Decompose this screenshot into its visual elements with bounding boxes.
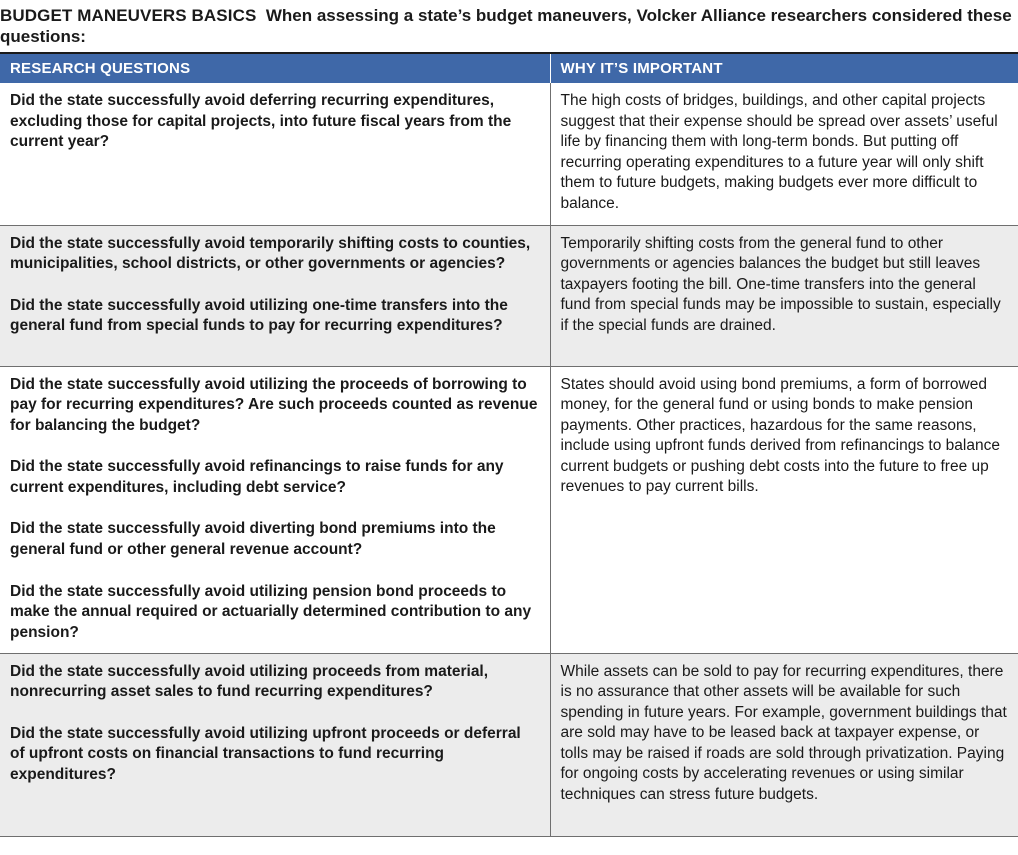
question-text: Did the state successfully avoid utilizing the proceeds of borrowing to pay for recurring expenditures? Are such proceeds counted as revenue for balancing the budget?: [10, 375, 538, 434]
column-header-importance: WHY IT’S IMPORTANT: [550, 54, 1018, 83]
question-text: Did the state successfully avoid utilizing one-time transfers into the general fund from special funds to pay for recurring expenditures?: [10, 296, 508, 335]
importance-cell: While assets can be sold to pay for recurring expenditures, there is no assurance that other assets will be available for such spending in future years. For example, government buildings that are sold may have to be leased back at taxpayer expense, or tolls may be raised if roads are sold through privatization. Paying for ongoing costs by accelerating revenues or using similar techniques can stress future budgets.: [550, 653, 1018, 836]
table-row: [0, 653, 1018, 836]
basics-table: [0, 54, 1018, 837]
table-row: [0, 83, 1018, 225]
question-text: Did the state successfully avoid diverting bond premiums into the general fund or other general revenue account?: [10, 520, 496, 559]
questions-cell: [0, 83, 550, 225]
question-text: Did the state successfully avoid utilizing proceeds from material, nonrecurring asset sales to fund recurring expenditures?: [10, 662, 489, 701]
question-text: Did the state successfully avoid utilizing upfront proceeds or deferral of upfront costs on financial transactions to fund recurring expenditures?: [10, 724, 521, 783]
title-text: When assessing a state’s budget maneuvers, Volcker Alliance researchers considered these questions:: [0, 6, 1012, 46]
title-lead: BUDGET MANEUVERS BASICS: [0, 6, 257, 25]
questions-cell: [0, 366, 550, 653]
table-row: [0, 225, 1018, 366]
question-text: Did the state successfully avoid deferring recurring expenditures, excluding those for capital projects, into future fiscal years from the current year?: [10, 92, 512, 151]
table-header-row: [0, 54, 1018, 83]
importance-cell: The high costs of bridges, buildings, and other capital projects suggest that their expense should be spread over assets’ useful life by financing them with long-term bonds. But putting off recurring operating expenditures to a future year will only shift them to future budgets, making budgets ever more difficult to balance.: [550, 83, 1018, 225]
questions-cell: [0, 653, 550, 836]
importance-cell: Temporarily shifting costs from the general fund to other governments or agencies balances the budget but still leaves taxpayers footing the bill. One-time transfers into the general fund from special funds may be impossible to sustain, especially if the special funds are drained.: [550, 225, 1018, 366]
column-header-questions: RESEARCH QUESTIONS: [0, 54, 550, 83]
page-title: [0, 0, 1018, 52]
importance-cell: States should avoid using bond premiums, a form of borrowed money, for the general fund or using bonds to make pension payments. Other practices, hazardous for the same reasons, include using upfront funds derived from refinancings to balance current budgets or pushing debt costs into the future to free up revenues to pay current bills.: [550, 366, 1018, 653]
question-text: Did the state successfully avoid utilizing pension bond proceeds to make the annual required or actuarially determined contribution to any pension?: [10, 582, 532, 641]
questions-cell: [0, 225, 550, 366]
table-row: [0, 366, 1018, 653]
question-text: Did the state successfully avoid temporarily shifting costs to counties, municipalities, school districts, or other governments or agencies?: [10, 234, 531, 273]
question-text: Did the state successfully avoid refinancings to raise funds for any current expenditures, including debt service?: [10, 458, 504, 496]
